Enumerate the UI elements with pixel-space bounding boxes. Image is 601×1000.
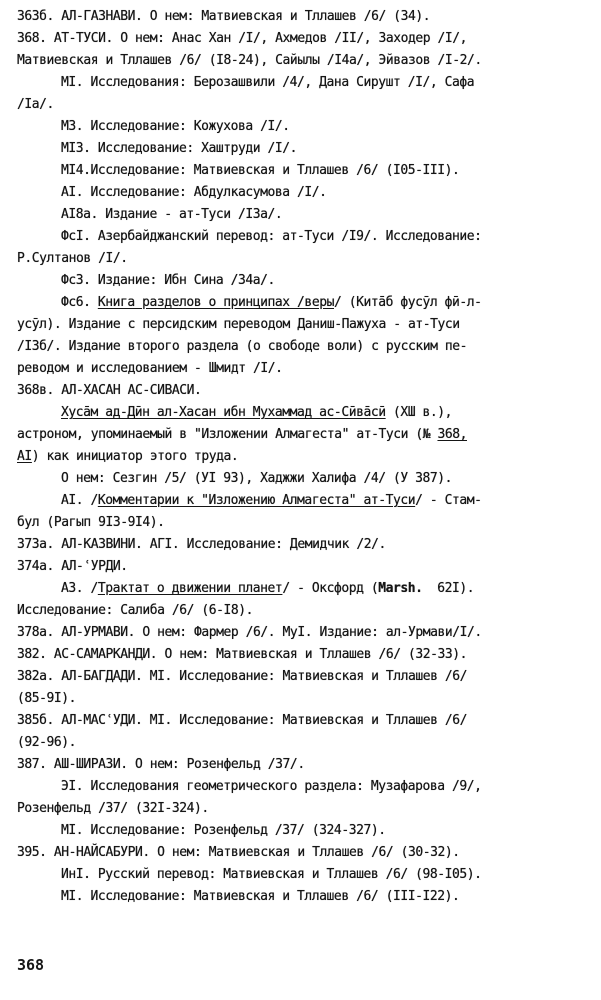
line-text: ФсI. Азербайджанский перевод: ат-Туси /I9/. Исследование: [61, 229, 482, 244]
line-text: О нем: Сезгин /5/ (УI 93), Хаджжи Халифа /4/ (У 387). [61, 471, 452, 486]
entry-line [17, 732, 76, 754]
entry-line [17, 94, 54, 116]
line-text: MI. Исследование: Матвиевская и Тллашев /6/ (III-I22). [61, 889, 460, 904]
entry-line [61, 820, 386, 842]
line-text: / (Китāб фусӯл фӣ-л- [333, 295, 482, 310]
entry-line [61, 270, 275, 292]
entry-line [61, 138, 297, 160]
line-text: 62I). [422, 581, 475, 596]
line-text: ИнI. Русский перевод: Матвиевская и Тллашев /6/ (98-I05). [61, 867, 482, 882]
underlined-title: Трактат о движении планет [97, 581, 283, 596]
entry-line [17, 358, 283, 380]
entry-line [61, 182, 327, 204]
entry-line [17, 534, 386, 556]
entry-line [61, 886, 459, 908]
line-text: 374а. АЛ-ʿУРДИ. [17, 559, 128, 574]
line-text: Розенфельд /37/ (32I-324). [17, 801, 209, 816]
entry-line [61, 776, 481, 798]
entry-line [17, 842, 460, 864]
line-text: АЗ. / [61, 581, 98, 596]
entry-line [17, 248, 128, 270]
line-text: AI8а. Издание - ат-Туси /I3а/. [61, 207, 283, 222]
entry-line [61, 468, 452, 490]
entry-line [17, 666, 467, 688]
line-text: 368. АТ-ТУСИ. О нем: Анас Хан /I/, Ахмедов /II/, Заходер /I/, [17, 31, 467, 46]
entry-line [61, 204, 282, 226]
entry-line [61, 116, 290, 138]
line-text: ) как инициатор этого труда. [31, 449, 239, 464]
entry-line [17, 336, 467, 358]
entry-line [17, 556, 128, 578]
line-text: ФсЗ. Издание: Ибн Сина /34а/. [61, 273, 275, 288]
entry-line [17, 424, 467, 446]
line-text: Р.Султанов /I/. [17, 251, 128, 266]
line-text: Матвиевская и Тллашев /6/ (I8-24), Сайылы /I4а/, Эйвазов /I-2/. [17, 53, 482, 68]
line-text: (85-9I). [17, 691, 77, 706]
line-text: реводом и исследованием - Шмидт /I/. [17, 361, 283, 376]
underlined-title: Хусāм ад-Дӣн ал-Хасан ибн Мухаммад ас-Сӣвāсӣ [61, 405, 386, 420]
underlined-title: Книга разделов о принципах /веры [97, 295, 334, 310]
manuscript-shelfmark: Marsh. [378, 581, 423, 596]
line-text: 385б. АЛ-МАСʿУДИ. MI. Исследование: Матвиевская и Тллашев /6/ [17, 713, 467, 728]
line-text: /I3б/. Издание второго раздела (о свободе воли) с русским пе- [17, 339, 467, 354]
line-text: MI3. Исследование: Хаштруди /I/. [61, 141, 298, 156]
line-text: 387. АШ-ШИРАЗИ. О нем: Розенфельд /37/. [17, 757, 305, 772]
line-text: /Iа/. [17, 97, 54, 112]
entry-line [17, 6, 430, 28]
entry-line [17, 314, 460, 336]
entry-line [17, 798, 209, 820]
entry-line [17, 380, 201, 402]
line-text: 382. АС-САМАРКАНДИ. О нем: Матвиевская и Тллашев /6/ (32-33). [17, 647, 467, 662]
entry-line [17, 710, 467, 732]
line-text: (92-96). [17, 735, 77, 750]
line-text: МЗ. Исследование: Кожухова /I/. [61, 119, 290, 134]
line-text: бул (Рагып 9I3-9I4). [17, 515, 165, 530]
entry-line [61, 72, 474, 94]
line-text: AI. / [61, 493, 98, 508]
line-text: / - Стам- [415, 493, 482, 508]
line-text: / - Оксфорд ( [282, 581, 379, 596]
entry-line [17, 446, 238, 468]
underlined-ref: 368, [437, 427, 467, 442]
line-text: Исследование: Салиба /6/ (6-I8). [17, 603, 254, 618]
line-text: MI. Исследование: Розенфельд /37/ (324-327). [61, 823, 386, 838]
entry-line [17, 600, 253, 622]
line-text: 378а. АЛ-УРМАВИ. О нем: Фармер /6/. МуI. Издание: ал-Урмави/I/. [17, 625, 482, 640]
entry-line [17, 28, 467, 50]
line-text: 382а. АЛ-БАГДАДИ. MI. Исследование: Матвиевская и Тллашев /6/ [17, 669, 467, 684]
line-text: (ХШ в.), [385, 405, 452, 420]
entry-line [61, 160, 459, 182]
line-text: MI. Исследования: Берозашвили /4/, Дана Сирушт /I/, Сафа [61, 75, 475, 90]
entry-line [17, 622, 482, 644]
entry-line [17, 644, 467, 666]
entry-line [17, 512, 165, 534]
underlined-title: Комментарии к "Изложению Алмагеста" ат-Туси [97, 493, 416, 508]
entry-line [61, 490, 481, 512]
line-text: 368в. АЛ-ХАСАН АС-СИВАСИ. [17, 383, 202, 398]
line-text: 395. АН-НАЙСАБУРИ. О нем: Матвиевская и Тллашев /6/ (30-32). [17, 845, 460, 860]
line-text: ЭI. Исследования геометрического раздела: Музафарова /9/, [61, 779, 482, 794]
line-text: 373а. АЛ-КАЗВИНИ. АГI. Исследование: Демидчик /2/. [17, 537, 386, 552]
line-text: MI4.Исследование: Матвиевская и Тллашев /6/ (I05-III). [61, 163, 460, 178]
line-text: 363б. АЛ-ГАЗНАВИ. О нем: Матвиевская и Тллашев /6/ (34). [17, 9, 431, 24]
page-number: 368 [17, 956, 45, 974]
entry-line [61, 402, 452, 424]
entry-line [17, 688, 76, 710]
line-text: Фс6. [61, 295, 98, 310]
entry-line [61, 578, 474, 600]
entry-line [61, 226, 481, 248]
line-text: астроном, упоминаемый в "Изложении Алмагеста" ат-Туси (№ [17, 427, 438, 442]
entry-line [17, 754, 305, 776]
entry-line [61, 292, 482, 314]
underlined-ref: AI [17, 449, 32, 464]
line-text: AI. Исследование: Абдулкасумова /I/. [61, 185, 327, 200]
entry-line [17, 50, 482, 72]
line-text: усӯл). Издание с персидским переводом Даниш-Пажуха - ат-Туси [17, 317, 460, 332]
entry-line [61, 864, 481, 886]
